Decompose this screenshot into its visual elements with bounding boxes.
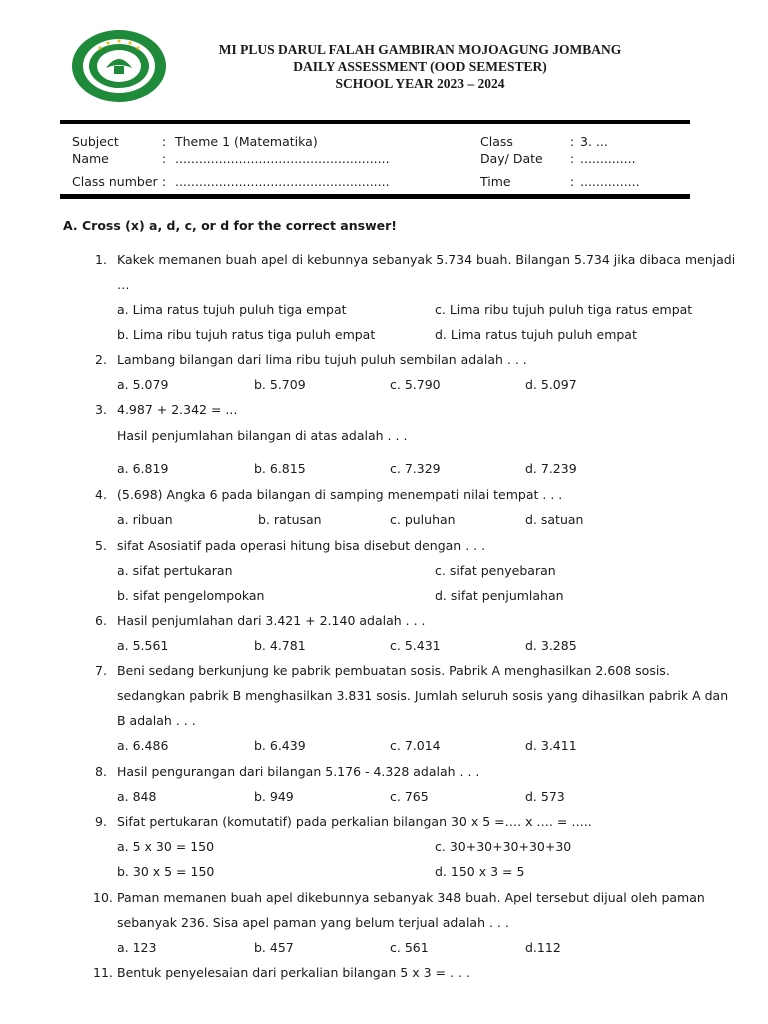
answer-option[interactable]: c. 765	[390, 789, 429, 804]
school-year: SCHOOL YEAR 2023 – 2024	[335, 76, 505, 91]
date-sep: :	[570, 151, 575, 166]
question-text: Bentuk penyelesaian dari perkalian bilangan 5 x 3 = . . .	[117, 965, 470, 980]
answer-option[interactable]: d. sifat penjumlahan	[435, 588, 564, 603]
question-text: Hasil penjumlahan dari 3.421 + 2.140 adalah . . .	[117, 613, 426, 628]
answer-option[interactable]: c. sifat penyebaran	[435, 563, 556, 578]
answer-option[interactable]: c. 5.431	[390, 638, 441, 653]
question-number: 4.	[95, 487, 107, 502]
question-text: Paman memanen buah apel dikebunnya sebanyak 348 buah. Apel tersebut dijual oleh paman	[117, 890, 705, 905]
answer-option[interactable]: b. ratusan	[258, 512, 322, 527]
question-text: Kakek memanen buah apel di kebunnya sebanyak 5.734 buah. Bilangan 5.734 jika dibaca menjadi	[117, 252, 736, 267]
answer-option[interactable]: d. Lima ratus tujuh puluh empat	[435, 327, 637, 342]
answer-option[interactable]: d.112	[525, 940, 561, 955]
school-logo	[70, 28, 168, 104]
answer-option[interactable]: b. 6.815	[254, 461, 306, 476]
time-sep: :	[570, 174, 575, 189]
question-text: (5.698) Angka 6 pada bilangan di samping menempati nilai tempat . . .	[117, 487, 563, 502]
question-number: 1.	[95, 252, 107, 267]
answer-option[interactable]: c. puluhan	[390, 512, 456, 527]
time-label: Time	[480, 174, 511, 189]
question-text: 4.987 + 2.342 = ...	[117, 402, 238, 417]
question-text: Hasil pengurangan dari bilangan 5.176 - 4.328 adalah . . .	[117, 764, 480, 779]
question-text: Lambang bilangan dari lima ribu tujuh puluh sembilan adalah . . .	[117, 352, 527, 367]
date-field[interactable]: ..............	[580, 151, 636, 166]
answer-option[interactable]: c. Lima ribu tujuh puluh tiga ratus empat	[435, 302, 693, 317]
answer-option[interactable]: c. 7.014	[390, 738, 441, 753]
answer-option[interactable]: d. 5.097	[525, 377, 577, 392]
header-bottom-rule	[60, 194, 690, 199]
answer-option[interactable]: c. 30+30+30+30+30	[435, 839, 572, 854]
answer-option[interactable]: b. 949	[254, 789, 294, 804]
answer-option[interactable]: a. 123	[117, 940, 157, 955]
answer-option[interactable]: d. 573	[525, 789, 565, 804]
question-number: 3.	[95, 402, 107, 417]
subject-label: Subject	[72, 134, 119, 149]
answer-option[interactable]: a. 6.819	[117, 461, 169, 476]
answer-option[interactable]: c. 7.329	[390, 461, 441, 476]
question-text: sifat Asosiatif pada operasi hitung bisa disebut dengan . . .	[117, 538, 486, 553]
question-number: 8.	[95, 764, 107, 779]
question-number: 11.	[93, 965, 113, 980]
answer-option[interactable]: a. sifat pertukaran	[117, 563, 233, 578]
assessment-title: DAILY ASSESSMENT (OOD SEMESTER)	[293, 59, 547, 74]
answer-option[interactable]: a. 5.561	[117, 638, 169, 653]
question-number: 7.	[95, 663, 107, 678]
answer-option[interactable]: a. 6.486	[117, 738, 169, 753]
answer-option[interactable]: a. 5.079	[117, 377, 169, 392]
time-field[interactable]: ...............	[580, 174, 640, 189]
answer-option[interactable]: c. 561	[390, 940, 429, 955]
answer-option[interactable]: c. 5.790	[390, 377, 441, 392]
header-top-rule	[60, 120, 690, 124]
class-label: Class	[480, 134, 513, 149]
answer-option[interactable]: a. 848	[117, 789, 157, 804]
question-text: sebanyak 236. Sisa apel paman yang belum terjual adalah . . .	[117, 915, 509, 930]
subject-sep: :	[162, 134, 167, 149]
question-number: 9.	[95, 814, 107, 829]
class-number-sep: :	[162, 174, 167, 189]
question-number: 5.	[95, 538, 107, 553]
question-number: 10.	[93, 890, 113, 905]
answer-option[interactable]: b. 30 x 5 = 150	[117, 864, 215, 879]
answer-option[interactable]: a. Lima ratus tujuh puluh tiga empat	[117, 302, 347, 317]
answer-option[interactable]: a. 5 x 30 = 150	[117, 839, 215, 854]
question-number: 2.	[95, 352, 107, 367]
answer-option[interactable]: b. 6.439	[254, 738, 306, 753]
question-number: 6.	[95, 613, 107, 628]
class-value[interactable]: 3. ...	[580, 134, 608, 149]
school-name: MI PLUS DARUL FALAH GAMBIRAN MOJOAGUNG JOMBANG	[218, 42, 622, 57]
answer-option[interactable]: d. 7.239	[525, 461, 577, 476]
name-field[interactable]: ......................................................	[175, 151, 390, 166]
date-label: Day/ Date	[480, 151, 543, 166]
class-number-label: Class number	[72, 174, 158, 189]
answer-option[interactable]: b. sifat pengelompokan	[117, 588, 265, 603]
name-label: Name	[72, 151, 109, 166]
question-text: B adalah . . .	[117, 713, 196, 728]
answer-option[interactable]: d. 3.411	[525, 738, 577, 753]
name-sep: :	[162, 151, 167, 166]
question-text: Sifat pertukaran (komutatif) pada perkalian bilangan 30 x 5 =…. x …. = …..	[117, 814, 592, 829]
answer-option[interactable]: b. Lima ribu tujuh ratus tiga puluh empat	[117, 327, 376, 342]
class-number-field[interactable]: ......................................................	[175, 174, 390, 189]
question-text: sedangkan pabrik B menghasilkan 3.831 sosis. Jumlah seluruh sosis yang dihasilkan pabrik A dan	[117, 688, 729, 703]
answer-option[interactable]: b. 4.781	[254, 638, 306, 653]
answer-option[interactable]: b. 5.709	[254, 377, 306, 392]
answer-option[interactable]: a. ribuan	[117, 512, 173, 527]
subject-value: Theme 1 (Matematika)	[175, 134, 318, 149]
answer-option[interactable]: d. satuan	[525, 512, 584, 527]
class-sep: :	[570, 134, 575, 149]
section-a-instruction: A. Cross (x) a, d, c, or d for the correct answer!	[63, 218, 397, 233]
question-text: Hasil penjumlahan bilangan di atas adalah . . .	[117, 428, 408, 443]
answer-option[interactable]: d. 3.285	[525, 638, 577, 653]
question-text: …	[117, 277, 130, 292]
answer-option[interactable]: b. 457	[254, 940, 294, 955]
question-text: Beni sedang berkunjung ke pabrik pembuatan sosis. Pabrik A menghasilkan 2.608 sosis.	[117, 663, 670, 678]
answer-option[interactable]: d. 150 x 3 = 5	[435, 864, 525, 879]
